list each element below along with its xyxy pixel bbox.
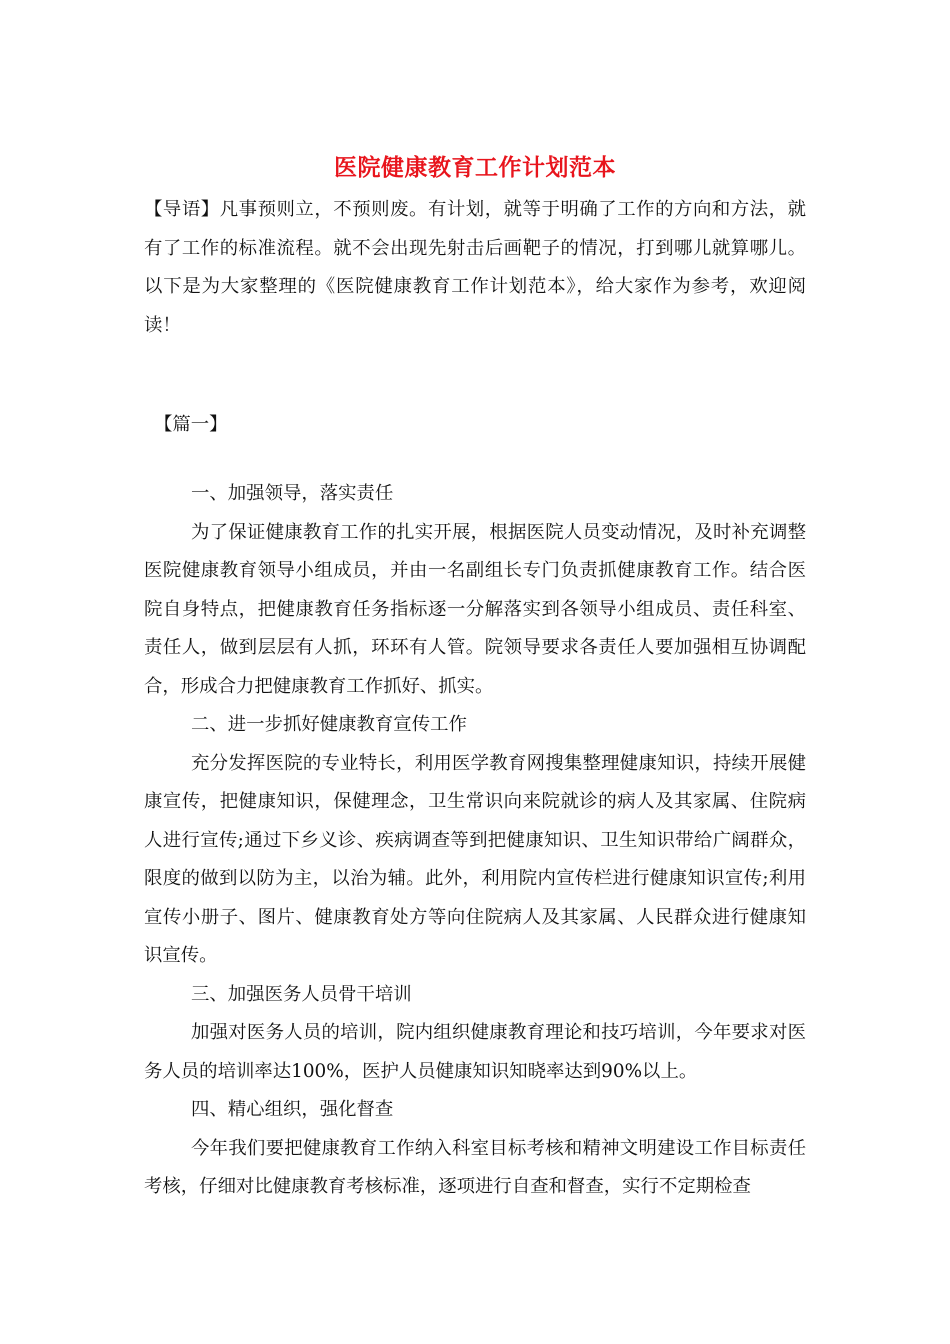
section-heading: 一、加强领导，落实责任	[191, 483, 394, 504]
section-heading: 三、加强医务人员骨干培训	[191, 983, 412, 1005]
section-heading: 四、精心组织，强化督查	[191, 1099, 394, 1120]
section-paragraph: 为了保证健康教育工作的扎实开展，根据医院人员变动情况，及时补充调整医院健康教育领导小组成员，并由一名副组长专门负责抓健康教育工作。结合医院自身特点，把健康教育任务指标逐一分解落实到各领导小组成员、责任科室、责任人，做到层层有人抓，环环有人管。院领导要求各责任人要加强相互协调配合，形成合力把健康教育工作抓好、抓实。	[144, 521, 806, 697]
section-paragraph: 今年我们要把健康教育工作纳入科室目标考核和精神文明建设工作目标责任考核，仔细对比健康教育考核标准，逐项进行自查和督查，实行不定期检查	[144, 1137, 806, 1197]
section-paragraph: 加强对医务人员的培训，院内组织健康教育理论和技巧培训，今年要求对医务人员的培训率达100%，医护人员健康知识知晓率达到90%以上。	[144, 1022, 806, 1082]
section-marker: 【篇一】	[154, 414, 228, 435]
document-body	[144, 475, 806, 1207]
section-heading: 二、进一步抓好健康教育宣传工作	[191, 714, 467, 735]
intro-paragraph: 【导语】凡事预则立，不预则废。有计划，就等于明确了工作的方向和方法，就有了工作的标准流程。就不会出现先射击后画靶子的情况，打到哪儿就算哪儿。以下是为大家整理的《医院健康教育工作计划范本》，给大家作为参考，欢迎阅读！	[144, 199, 806, 336]
section-paragraph: 充分发挥医院的专业特长，利用医学教育网搜集整理健康知识，持续开展健康宣传，把健康知识，保健理念，卫生常识向来院就诊的病人及其家属、住院病人进行宣传;通过下乡义诊、疾病调查等到把健康知识、卫生知识带给广阔群众，限度的做到以防为主，以治为辅。此外，利用院内宣传栏进行健康知识宣传;利用宣传小册子、图片、健康教育处方等向住院病人及其家属、人民群众进行健康知识宣传。	[144, 752, 806, 966]
document-title: 医院健康教育工作计划范本	[334, 154, 616, 181]
